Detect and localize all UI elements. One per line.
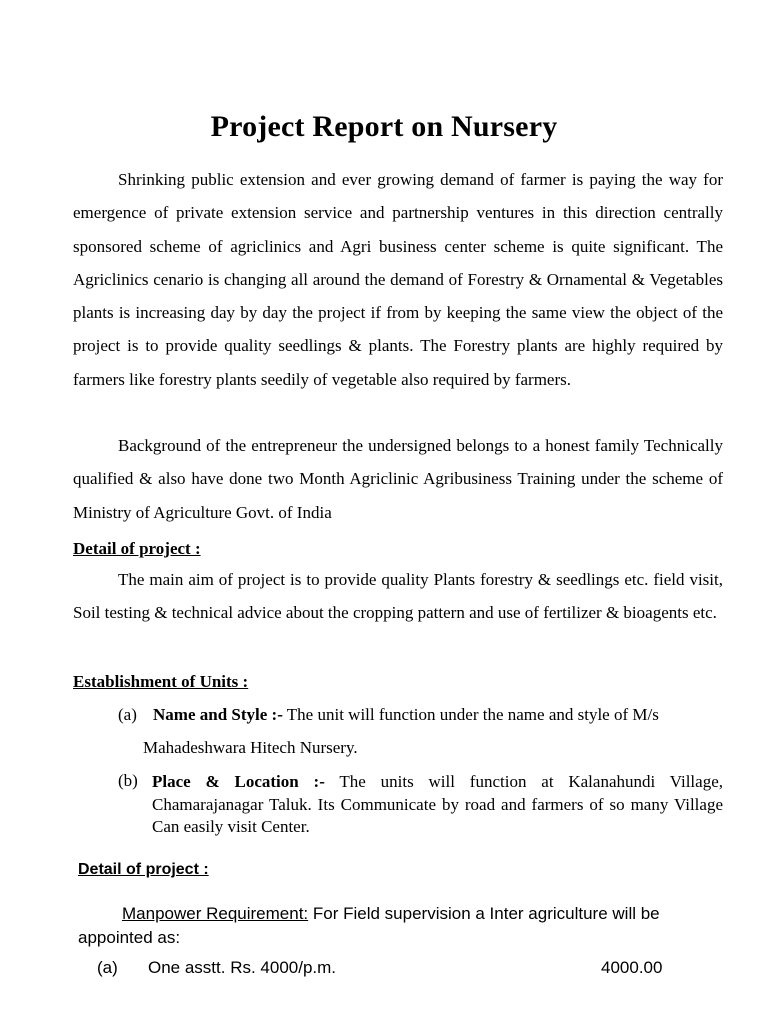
background-text: Background of the entrepreneur the undersigned belongs to a honest family Technically qualified & also have done two Month Agriclinic Agribusiness Training under the scheme of Ministry of Agriculture Govt. of India: [73, 436, 723, 522]
item-b-marker: (b): [118, 771, 138, 790]
manpower-row-text: One asstt. Rs. 4000/p.m.: [148, 958, 337, 977]
manpower-label: Manpower Requirement:: [122, 904, 309, 923]
detail-paragraph: [73, 563, 723, 630]
item-a-text: [153, 705, 728, 725]
manpower-row-amount: 4000.00: [601, 958, 663, 977]
detail-of-project-heading-2: Detail of project :: [78, 861, 209, 878]
manpower-text: For Field supervision a Inter agriculture will be appointed as:: [78, 904, 660, 947]
intro-paragraph: [73, 163, 723, 396]
establishment-heading: Establishment of Units :: [73, 672, 249, 691]
item-a-label: Name and Style :-: [153, 705, 283, 724]
item-b-text: [152, 771, 723, 839]
item-a-description: The unit will function under the name and style of M/s: [282, 705, 659, 724]
item-b-description: The units will function at Kalanahundi Village, Chamarajanagar Taluk. Its Communicate by road and farmers of so many Village Can easily visit Center.: [152, 772, 723, 836]
item-b-label: Place & Location :-: [152, 772, 325, 791]
page-title: Project Report on Nursery: [210, 110, 558, 143]
intro-text: Shrinking public extension and ever growing demand of farmer is paying the way for emergence of private extension service and partnership ventures in this direction centrally sponsored scheme of agriclinics and Agri business center scheme is quite significant. The Agriclinics cenario is changing all around the demand of Forestry & Ornamental & Vegetables plants is increasing day by day the project if from by keeping the same view the object of the project is to provide quality seedlings & plants. The Forestry plants are highly required by farmers like forestry plants seedily of vegetable also required by farmers.: [73, 170, 723, 389]
item-a-continuation: Mahadeshwara Hitech Nursery.: [143, 738, 358, 757]
detail-text: The main aim of project is to provide quality Plants forestry & seedlings etc. field visit, Soil testing & technical advice about the cropping pattern and use of fertilizer & bioagents etc.: [73, 570, 723, 623]
item-a-marker: (a): [118, 705, 137, 724]
detail-of-project-heading: Detail of project :: [73, 539, 201, 558]
manpower-row-marker: (a): [97, 958, 118, 977]
background-paragraph: [73, 429, 723, 529]
manpower-paragraph: [78, 902, 728, 950]
